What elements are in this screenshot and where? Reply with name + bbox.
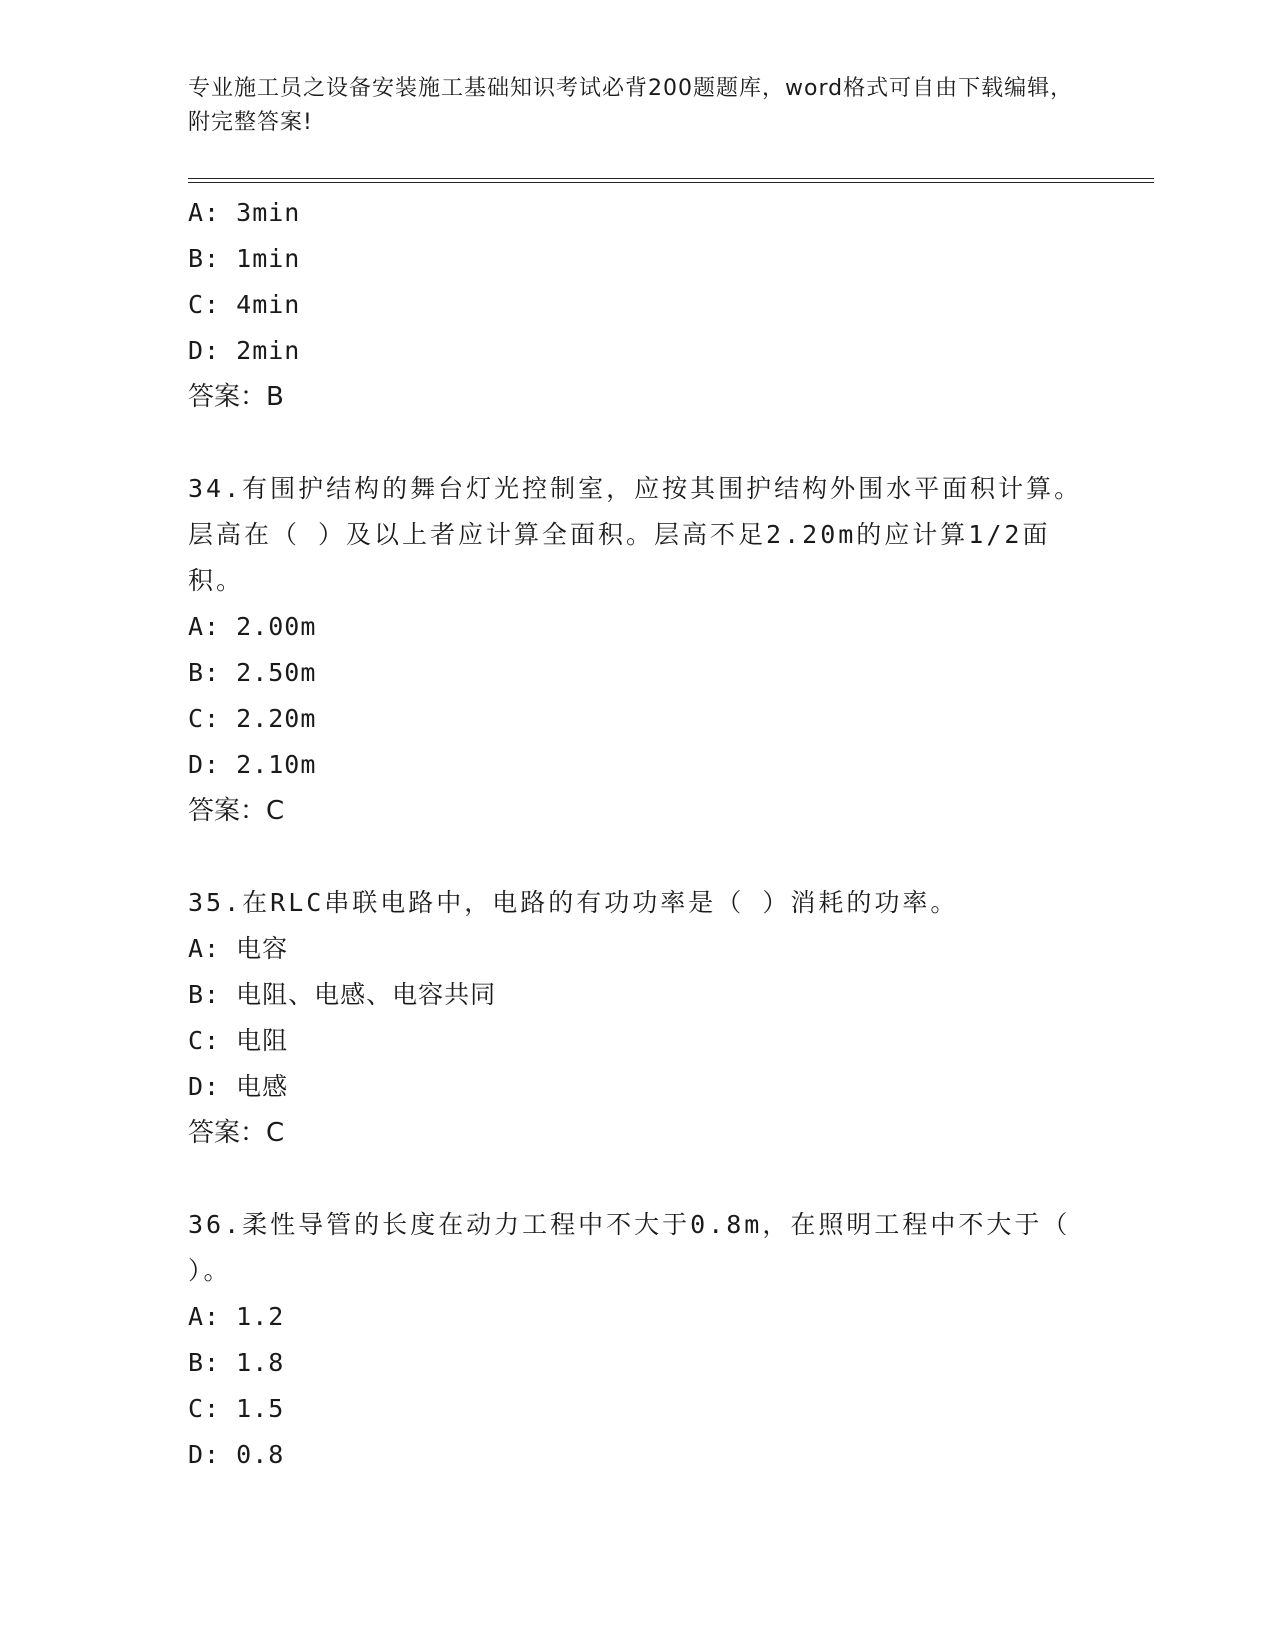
answer-label: 答案：B [188,382,284,412]
question-content [188,190,1088,1478]
option-b: B: 电阻、电感、电容共同 [188,980,497,1009]
option-d: D: 电感 [188,1072,289,1101]
question-36-block [188,1202,1088,1478]
document-header: 专业施工员之设备安装施工基础知识考试必背200题题库，word格式可自由下载编辑，附完整答案! [188,76,1074,135]
question-35-block [188,880,1088,1156]
option-b: B: 2.50m [188,658,317,687]
option-c: C: 1.5 [188,1394,285,1423]
question-stem: 36.柔性导管的长度在动力工程中不大于0.8m，在照明工程中不大于（ ）。 [188,1210,1071,1285]
option-d: D: 2min [188,336,301,365]
option-c: C: 电阻 [188,1026,289,1055]
option-a: A: 3min [188,198,301,227]
option-a: A: 1.2 [188,1302,285,1331]
option-a: A: 电容 [188,934,289,963]
question-33-block [188,190,1088,420]
option-c: C: 2.20m [188,704,317,733]
option-a: A: 2.00m [188,612,317,641]
answer-label: 答案：C [188,1118,285,1148]
option-b: B: 1min [188,244,301,273]
option-b: B: 1.8 [188,1348,285,1377]
header-divider-bottom [188,182,1154,183]
question-stem: 35.在RLC串联电路中，电路的有功功率是（ ）消耗的功率。 [188,888,959,917]
option-d: D: 0.8 [188,1440,285,1469]
option-d: D: 2.10m [188,750,317,779]
question-stem: 34.有围护结构的舞台灯光控制室，应按其围护结构外围水平面积计算。层高在（ ）及以上者应计算全面积。层高不足2.20m的应计算1/2面积。 [188,474,1083,595]
option-c: C: 4min [188,290,301,319]
answer-label: 答案：C [188,796,285,826]
header-divider-top [188,178,1154,179]
question-34-block [188,466,1088,834]
